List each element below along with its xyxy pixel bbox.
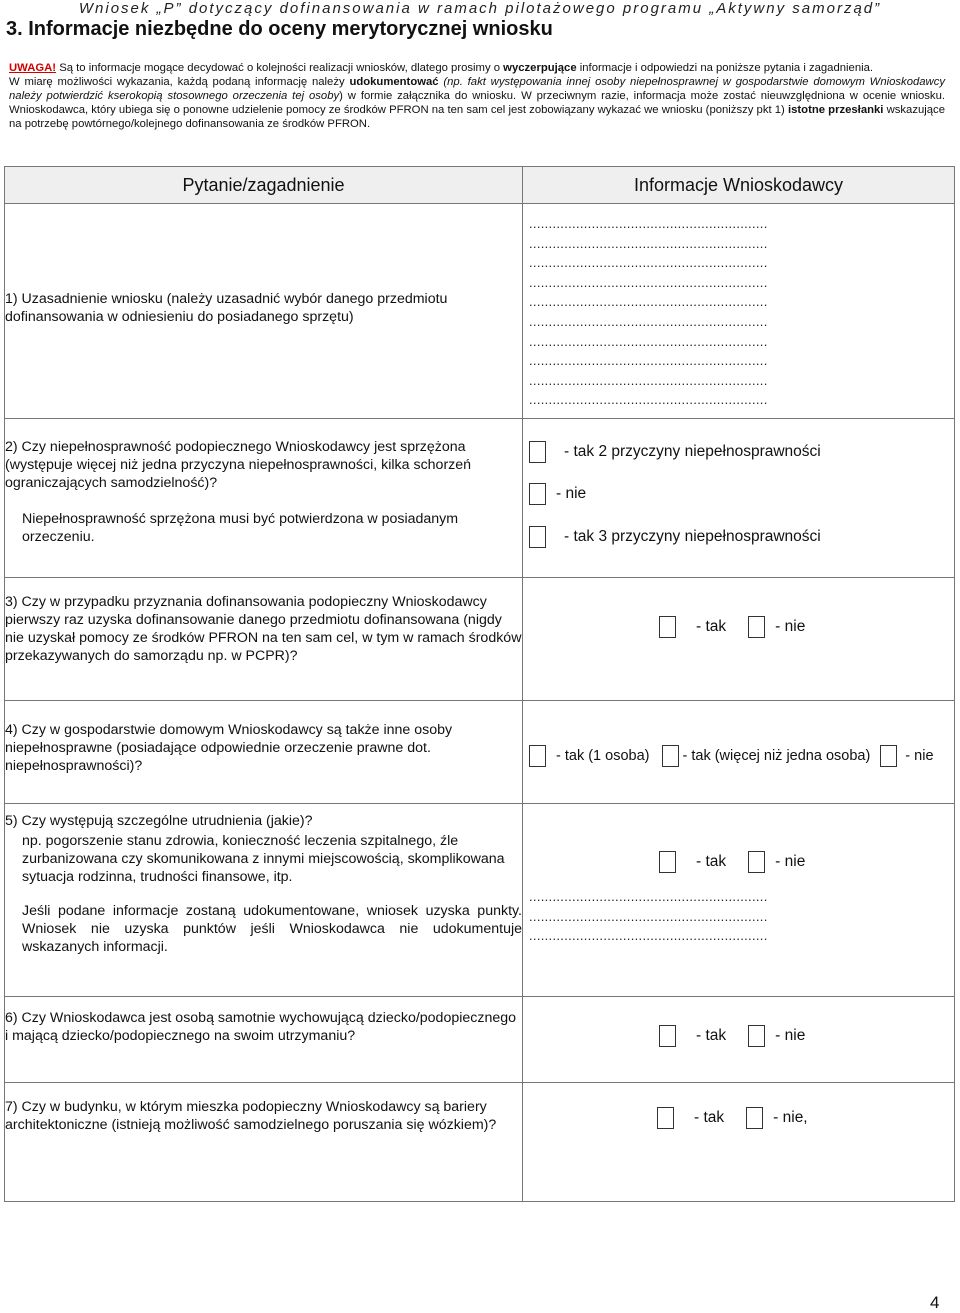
answer-line[interactable]: ............................................................. — [529, 928, 768, 944]
running-header: Wniosek „P” dotyczący dofinansowania w ramach pilotażowego programu „Aktywny samorząd” — [78, 0, 882, 17]
checkbox[interactable] — [529, 441, 546, 463]
notice-text: W miarę możliwości wykazania, każdą podaną informację należy — [9, 76, 350, 88]
option-label: - tak (więcej niż jedna osoba) — [682, 748, 871, 764]
answer-6 — [523, 997, 955, 1083]
checkbox[interactable] — [880, 745, 897, 767]
option-label: - nie — [775, 618, 806, 635]
question-2 — [5, 419, 523, 578]
question-1-text: 1) Uzasadnienie wniosku (należy uzasadnić wybór danego przedmiotu dofinansowania w odniesieniu do posiadanego sprzętu) — [5, 291, 448, 325]
option-label: - nie — [905, 748, 934, 764]
question-5 — [5, 804, 523, 997]
answer-line[interactable]: ............................................................. — [529, 353, 768, 369]
question-6 — [5, 997, 523, 1083]
column-header-question: Pytanie/zagadnienie — [5, 167, 523, 204]
checkbox[interactable] — [748, 1025, 765, 1047]
question-3 — [5, 578, 523, 701]
notice — [9, 61, 945, 131]
question-1 — [5, 204, 523, 419]
notice-bold: wyczerpujące — [503, 62, 577, 74]
checkbox[interactable] — [657, 1107, 674, 1129]
answer-line[interactable]: ............................................................. — [529, 908, 768, 924]
question-row-3 — [5, 578, 955, 701]
option-label: - nie — [775, 1027, 806, 1044]
question-2-text: 2) Czy niepełnosprawność podopiecznego Wnioskodawcy jest sprzężona (występuje więcej niż jedna przyczyna niepełnosprawności, kilka schorzeń ograniczających samodzielność)? — [5, 439, 472, 491]
questions-table — [4, 166, 955, 1202]
answer-line[interactable]: ............................................................. — [529, 313, 768, 329]
question-4 — [5, 701, 523, 804]
notice-italic: fakt występowania innej osoby niepełnosprawnej w gospodarstwie domowym Wnioskodawcy należy potwierdzić kserokopią stosownego orzeczenia tej osoby — [9, 76, 945, 102]
question-3-text: 3) Czy w przypadku przyznania dofinansowania podopieczny Wnioskodawcy pierwszy raz uzyska dofinansowanie danego przedmiotu dofinansowana (nigdy nie uzyskał pomocy ze środków PFRON na ten sam cel, w tym w ramach środków przekazywanych do samorządu np. w PCPR)? — [5, 594, 522, 664]
checkbox[interactable] — [659, 616, 676, 638]
option-label: - tak — [694, 1109, 725, 1126]
notice-text: ) w formie załącznika do wniosku. W przeciwnym razie, informacja może zostać nieuwzględniona w ocenie wniosku. — [339, 90, 945, 102]
option-label: - tak 3 przyczyny niepełnosprawności — [564, 528, 821, 545]
option-label: - tak — [696, 853, 727, 870]
answer-line[interactable]: ............................................................. — [529, 274, 768, 290]
question-2-note: Niepełnosprawność sprzężona musi być potwierdzona w posiadanym orzeczeniu. — [22, 511, 459, 545]
question-row-1 — [5, 204, 955, 419]
question-row-4 — [5, 701, 955, 804]
answer-line[interactable]: ............................................................. — [529, 235, 768, 251]
answer-4 — [523, 701, 955, 804]
checkbox[interactable] — [529, 483, 546, 505]
notice-bold: istotne przesłanki — [787, 104, 884, 116]
answer-line[interactable]: ............................................................. — [529, 889, 768, 904]
notice-text: wskazujące na potrzebę powtórnego/kolejnego dofinansowania ze środków PFRON. — [9, 104, 945, 130]
answer-3 — [523, 578, 955, 701]
checkbox[interactable] — [748, 851, 765, 873]
checkbox[interactable] — [529, 745, 546, 767]
section-title: 3. Informacje niezbędne do oceny merytorycznej wniosku — [6, 18, 553, 40]
notice-uwaga: UWAGA! — [9, 62, 57, 74]
answer-line[interactable]: ............................................................. — [529, 294, 768, 310]
question-row-6 — [5, 997, 955, 1083]
notice-text: Są to informacje mogące decydować o kolejności realizacji wniosków, dlatego prosimy o — [56, 62, 504, 74]
question-row-5 — [5, 804, 955, 997]
answer-line[interactable]: ............................................................. — [529, 255, 768, 271]
question-row-2 — [5, 419, 955, 578]
checkbox[interactable] — [659, 851, 676, 873]
option-label: - tak (1 osoba) — [556, 748, 650, 764]
checkbox[interactable] — [748, 616, 765, 638]
checkbox[interactable] — [659, 1025, 676, 1047]
option-label: - tak — [696, 618, 727, 635]
option-label: - nie — [775, 853, 806, 870]
question-5-example: np. pogorszenie stanu zdrowia, konieczność leczenia szpitalnego, źle zurbanizowana czy skomunikowana z innymi miejscowością, skomplikowana sytuacja rodzinna, trudności finansowe, itp. — [22, 833, 505, 885]
answer-2 — [523, 419, 955, 578]
question-5-note: Jeśli podane informacje zostaną udokumentowane, wniosek uzyska punkty. Wniosek nie uzyska punktów jeśli Wnioskodawca nie udokumentuje wskazanych informacji. — [22, 903, 522, 955]
question-row-7 — [5, 1083, 955, 1202]
answer-1[interactable] — [523, 204, 955, 419]
option-label: - nie — [556, 485, 587, 502]
question-7 — [5, 1083, 523, 1202]
option-label: - tak — [696, 1027, 727, 1044]
option-label: - nie, — [773, 1109, 808, 1126]
option-label: - tak 2 przyczyny niepełnosprawności — [564, 443, 821, 460]
checkbox[interactable] — [529, 526, 546, 548]
question-6-text: 6) Czy Wnioskodawca jest osobą samotnie wychowującą dziecko/podopiecznego i mającą dziecko/podopiecznego na swoim utrzymaniu? — [5, 1010, 517, 1044]
question-4-text: 4) Czy w gospodarstwie domowym Wnioskodawcy są także inne osoby niepełnosprawne (posiadające odpowiednie orzeczenie prawne dot. niepełnosprawności)? — [5, 722, 453, 774]
question-7-text: 7) Czy w budynku, w którym mieszka podopieczny Wnioskodawcy są bariery architektoniczne (istnieją możliwość samodzielnego poruszania się wózkiem)? — [5, 1099, 497, 1133]
notice-text: (np. — [438, 76, 468, 88]
answer-7 — [523, 1083, 955, 1202]
answer-5 — [523, 804, 955, 997]
column-header-answer: Informacje Wnioskodawcy — [523, 167, 955, 204]
question-5-text: 5) Czy występują szczególne utrudnienia (jakie)? — [5, 813, 313, 829]
checkbox[interactable] — [746, 1107, 763, 1129]
answer-line[interactable]: ............................................................. — [529, 372, 768, 388]
answer-line[interactable]: ............................................................. — [529, 216, 768, 231]
answer-line[interactable]: ............................................................. — [529, 392, 768, 408]
notice-text: informacje i odpowiedzi na poniższe pytania i zagadnienia. — [576, 62, 874, 74]
checkbox[interactable] — [662, 745, 679, 767]
notice-bold: udokumentować — [349, 76, 439, 88]
page-number: 4 — [930, 1293, 940, 1312]
notice-text: Wnioskodawca, który ubiega się o ponowne udzielenie pomocy ze środków PFRON na ten sam cel jest zobowiązany wykazać we wniosku (poniższy pkt 1) — [9, 104, 788, 116]
answer-line[interactable]: ............................................................. — [529, 333, 768, 349]
